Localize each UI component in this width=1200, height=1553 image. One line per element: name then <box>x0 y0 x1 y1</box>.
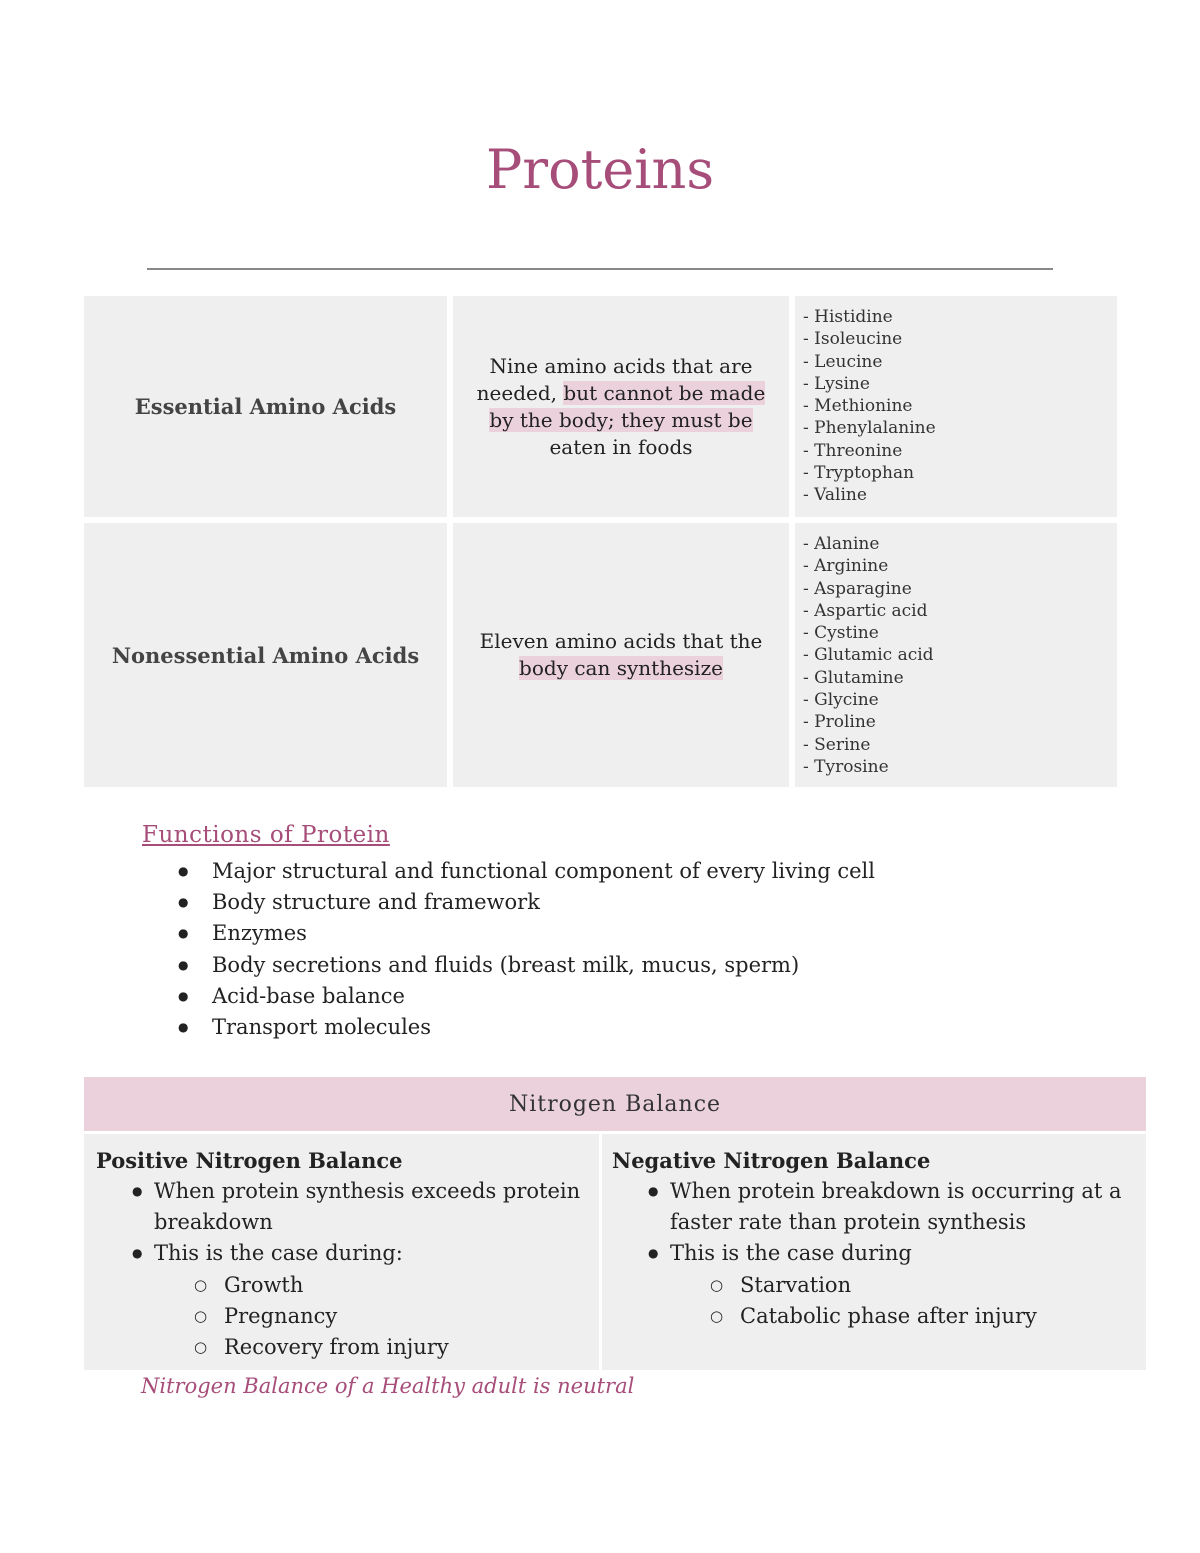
list-item: - Phenylalanine <box>803 417 1117 439</box>
essential-label: Essential Amino Acids <box>84 296 447 517</box>
list-item: - Alanine <box>803 533 1117 555</box>
nitrogen-balance-body <box>84 1134 1146 1370</box>
list-item: - Arginine <box>803 555 1117 577</box>
list-item: - Asparagine <box>803 578 1117 600</box>
list-item: - Threonine <box>803 440 1117 462</box>
nonessential-list-cell <box>795 523 1117 787</box>
nonessential-desc-text: Eleven amino acids that the <box>479 629 763 653</box>
list-item: - Glycine <box>803 689 1117 711</box>
essential-row <box>84 296 1117 517</box>
essential-list-cell <box>795 296 1117 517</box>
list-item: - Histidine <box>803 306 1117 328</box>
negative-balance-list <box>612 1176 1134 1332</box>
positive-balance-title: Positive Nitrogen Balance <box>96 1148 403 1173</box>
list-item: ● Body structure and framework <box>170 887 875 918</box>
list-item: ○ Pregnancy <box>154 1301 587 1332</box>
nitrogen-balance-table <box>84 1077 1146 1370</box>
essential-desc-highlight-2: by the body; they must be <box>489 407 753 432</box>
list-item: ● Major structural and functional component of every living cell <box>170 856 875 887</box>
list-item: - Glutamic acid <box>803 644 1117 666</box>
title-divider <box>147 268 1053 270</box>
negative-cases-list <box>670 1270 1134 1332</box>
list-item: - Valine <box>803 484 1117 506</box>
list-item: ○ Recovery from injury <box>154 1332 587 1363</box>
functions-list <box>170 856 875 1043</box>
list-item: - Methionine <box>803 395 1117 417</box>
list-item <box>612 1238 1134 1332</box>
list-item: - Lysine <box>803 373 1117 395</box>
nonessential-description <box>453 523 789 787</box>
list-item: ○ Catabolic phase after injury <box>670 1301 1134 1332</box>
nonessential-row <box>84 523 1117 787</box>
list-item: - Tryptophan <box>803 462 1117 484</box>
list-item: - Isoleucine <box>803 328 1117 350</box>
positive-balance-list <box>96 1176 587 1363</box>
list-item: - Leucine <box>803 351 1117 373</box>
negative-balance-cell <box>602 1134 1146 1370</box>
list-item <box>96 1238 587 1363</box>
list-item-label: This is the case during: <box>154 1241 403 1266</box>
list-item: ● Transport molecules <box>170 1012 875 1043</box>
list-item: - Glutamine <box>803 667 1117 689</box>
list-item: ● Body secretions and fluids (breast milk, mucus, sperm) <box>170 950 875 981</box>
amino-acids-table <box>84 296 1117 793</box>
list-item: - Serine <box>803 734 1117 756</box>
positive-cases-list <box>154 1270 587 1364</box>
nonessential-desc-highlight: body can synthesize <box>519 656 723 680</box>
essential-desc-highlight-1: but cannot be made <box>563 380 766 405</box>
nitrogen-balance-header: Nitrogen Balance <box>84 1077 1146 1131</box>
nonessential-amino-list <box>803 533 1117 778</box>
nitrogen-footnote: Nitrogen Balance of a Healthy adult is neutral <box>141 1374 635 1398</box>
essential-desc-end: eaten in foods <box>549 434 693 459</box>
positive-balance-cell <box>84 1134 599 1370</box>
list-item: - Cystine <box>803 622 1117 644</box>
list-item: ● Acid-base balance <box>170 981 875 1012</box>
essential-amino-list <box>803 306 1117 507</box>
list-item-label: This is the case during <box>670 1241 912 1266</box>
list-item: ○ Starvation <box>670 1270 1134 1301</box>
nonessential-label: Nonessential Amino Acids <box>84 523 447 787</box>
page-title: Proteins <box>485 138 715 201</box>
list-item: ○ Growth <box>154 1270 587 1301</box>
essential-desc-text: Nine amino acids that are needed, <box>476 353 753 405</box>
list-item: ● When protein breakdown is occurring at a faster rate than protein synthesis <box>612 1176 1134 1238</box>
list-item: ● When protein synthesis exceeds protein breakdown <box>96 1176 587 1238</box>
list-item: - Tyrosine <box>803 756 1117 778</box>
negative-balance-title: Negative Nitrogen Balance <box>612 1148 931 1173</box>
list-item: - Proline <box>803 711 1117 733</box>
list-item: - Aspartic acid <box>803 600 1117 622</box>
functions-heading: Functions of Protein <box>142 822 390 848</box>
list-item: ● Enzymes <box>170 918 875 949</box>
essential-description <box>453 296 789 517</box>
